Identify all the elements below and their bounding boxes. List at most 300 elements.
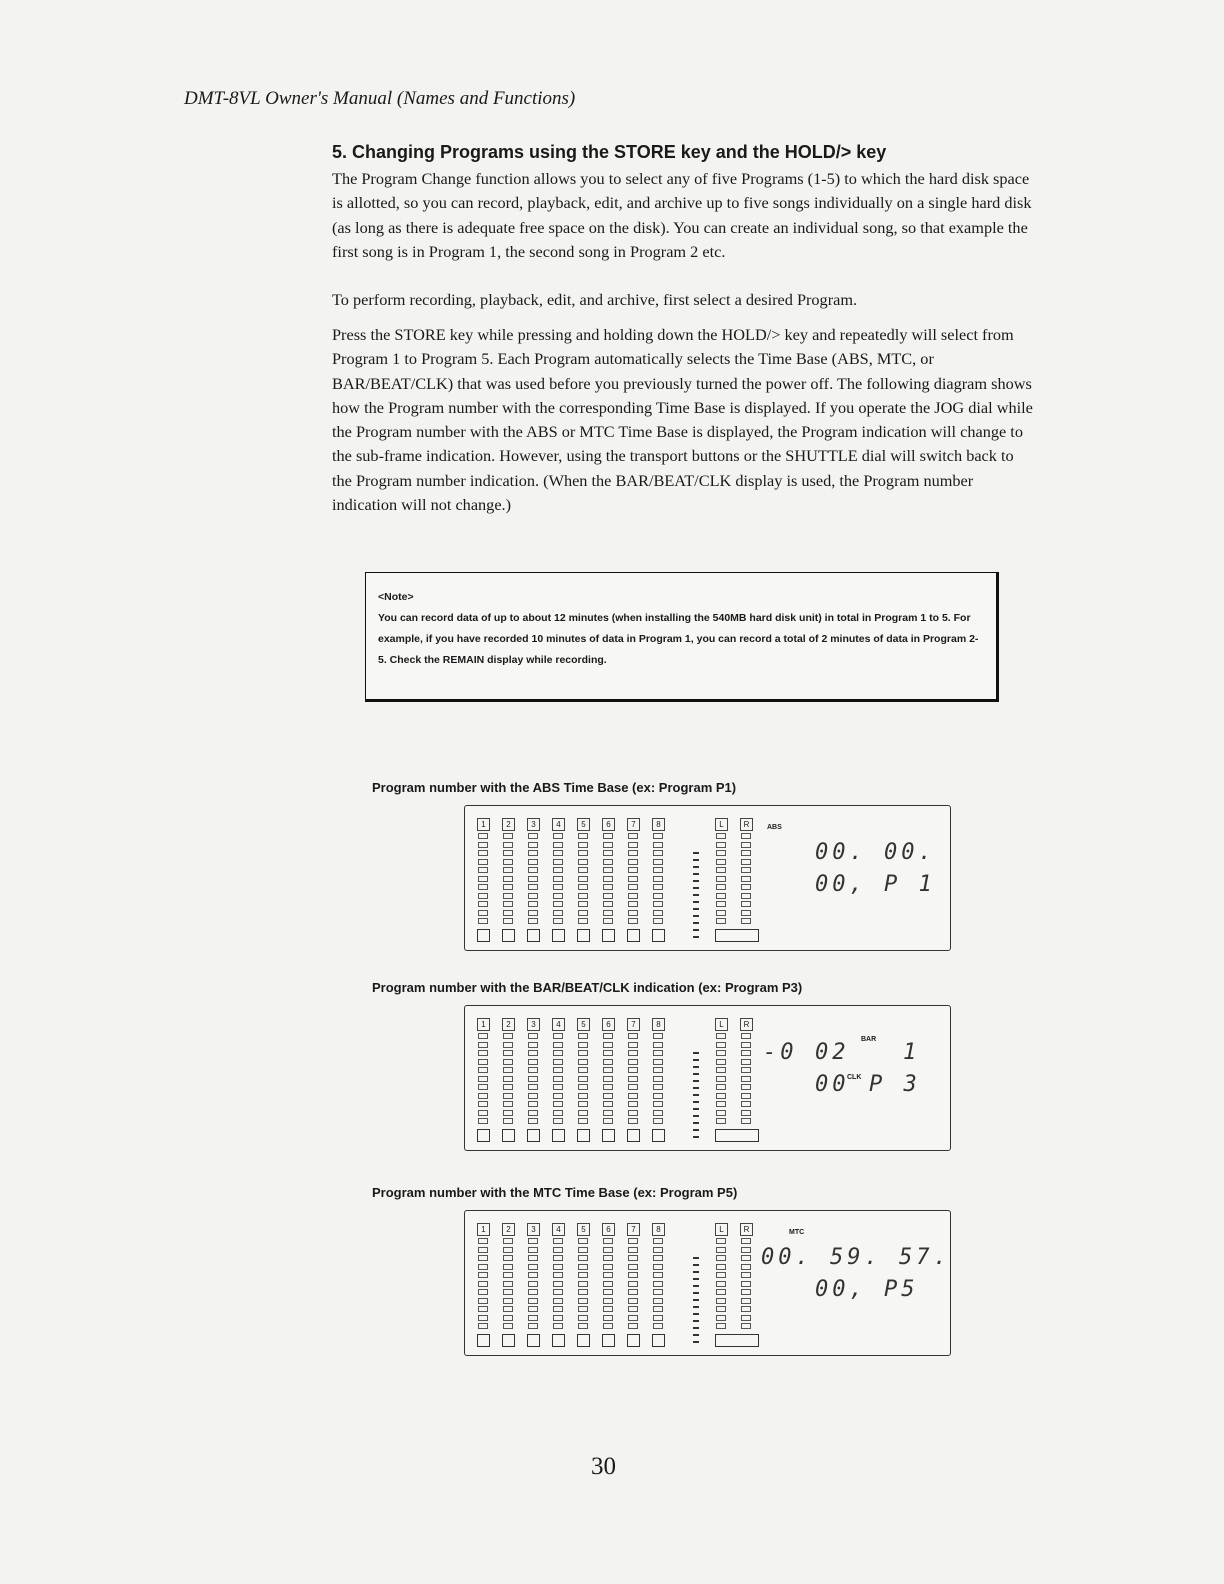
note-title: <Note> (378, 591, 414, 603)
meter-segment (478, 1264, 488, 1270)
meter-channel-l (715, 1223, 730, 1347)
meter-segment (741, 1272, 751, 1278)
meter-segment (653, 918, 663, 924)
level-meters (477, 818, 750, 942)
meter-channel-3 (527, 1018, 542, 1142)
meter-segment (628, 1110, 638, 1116)
channel-number: R (740, 1223, 753, 1236)
meter-segment (503, 1033, 513, 1039)
section-title: 5. Changing Programs using the STORE key and the HOLD/> key (332, 142, 887, 162)
meter-segment (553, 1033, 563, 1039)
meter-segment (553, 1101, 563, 1107)
channel-number: 7 (627, 818, 640, 831)
meter-segment (716, 1255, 726, 1261)
channel-number: 2 (502, 1018, 515, 1031)
meter-segment (553, 842, 563, 848)
meter-segment (478, 867, 488, 873)
meter-segment (653, 1289, 663, 1295)
meter-segment (603, 1272, 613, 1278)
meter-segment (478, 1110, 488, 1116)
meter-segment (741, 1110, 751, 1116)
meter-segment (478, 1093, 488, 1099)
meter-segment (553, 884, 563, 890)
channel-number: 3 (527, 1223, 540, 1236)
mode-label-bar: BAR (861, 1036, 877, 1043)
meter-segment (628, 1255, 638, 1261)
meter-segment (528, 1238, 538, 1244)
meter-segment (503, 1110, 513, 1116)
stereo-indicator (715, 1334, 759, 1347)
meter-segment (603, 918, 613, 924)
meter-segment (716, 1272, 726, 1278)
channel-indicator (502, 1129, 515, 1142)
meter-segment (741, 918, 751, 924)
meter-segment (603, 867, 613, 873)
meter-channel-4 (552, 818, 567, 942)
meter-segment (716, 901, 726, 907)
meter-segment (741, 1101, 751, 1107)
meter-segment (628, 1264, 638, 1270)
meter-segment (478, 910, 488, 916)
channel-indicator (602, 1129, 615, 1142)
meter-segment (553, 1306, 563, 1312)
diagram-caption-abs: Program number with the ABS Time Base (ex: Program P1) (372, 780, 737, 795)
meter-segment (578, 1093, 588, 1099)
meter-segment (603, 1238, 613, 1244)
meter-segment (653, 1093, 663, 1099)
channel-number: 1 (477, 1223, 490, 1236)
channel-indicator (602, 929, 615, 942)
meter-segment (716, 859, 726, 865)
meter-segment (603, 850, 613, 856)
meter-channel-5 (577, 1018, 592, 1142)
meter-segment (553, 1093, 563, 1099)
meter-segment (716, 1118, 726, 1124)
meter-segment (528, 842, 538, 848)
meter-segment (716, 1298, 726, 1304)
meter-channel-1 (477, 818, 492, 942)
meter-segment (653, 1110, 663, 1116)
meter-segment (653, 850, 663, 856)
meter-segment (653, 1255, 663, 1261)
meter-segment (578, 850, 588, 856)
meter-segment (528, 1306, 538, 1312)
channel-number: 4 (552, 818, 565, 831)
meter-segment (653, 893, 663, 899)
meter-segment (716, 1050, 726, 1056)
meter-segment (503, 1298, 513, 1304)
meter-segment (716, 1323, 726, 1329)
meter-segment (503, 850, 513, 856)
paragraph-procedure: Press the STORE key while pressing and holding down the HOLD/> key and repeatedly will select from Program 1 to Program 5. Each Program automatically selects the Time Base (ABS, MTC, or BAR/BEAT/CLK) that was used before you previously turned the power off. The following diagram shows how the Program number with the corresponding Time Base is displayed. If you operate the JOG dial while the Program number with the ABS or MTC Time Base is displayed, the Program indication will change to the sub-frame indication. However, using the transport buttons or the SHUTTLE dial will switch back to the Program number indication. (When the BAR/BEAT/CLK display is used, the Program number indication will not change.) (332, 325, 1033, 515)
meter-channel-4 (552, 1018, 567, 1142)
channel-indicator (577, 1334, 590, 1347)
meter-segment (528, 1323, 538, 1329)
meter-segment (478, 893, 488, 899)
meter-segment (553, 1323, 563, 1329)
channel-number: L (715, 1018, 728, 1031)
meter-segment (628, 1093, 638, 1099)
meter-segment (653, 867, 663, 873)
meter-segment (478, 884, 488, 890)
meter-segment (503, 867, 513, 873)
bar-sign-readout: -0 (763, 1040, 798, 1065)
meter-segment (603, 1084, 613, 1090)
meter-segment (603, 1289, 613, 1295)
meter-segment (503, 1067, 513, 1073)
meter-segment (553, 1084, 563, 1090)
meter-segment (628, 850, 638, 856)
channel-indicator (652, 1129, 665, 1142)
meter-segment (528, 1059, 538, 1065)
meter-segment (603, 1067, 613, 1073)
meter-segment (578, 1238, 588, 1244)
meter-segment (578, 1255, 588, 1261)
meter-segment (478, 876, 488, 882)
channel-number: R (740, 1018, 753, 1031)
meter-segment (716, 1059, 726, 1065)
meter-segment (716, 1067, 726, 1073)
meter-segment (578, 910, 588, 916)
channel-indicator (577, 1129, 590, 1142)
meter-channel-2 (502, 818, 517, 942)
meter-segment (503, 859, 513, 865)
meter-segment (741, 850, 751, 856)
meter-segment (653, 910, 663, 916)
meter-segment (628, 876, 638, 882)
channel-number: L (715, 1223, 728, 1236)
meter-segment (653, 1059, 663, 1065)
meter-segment (478, 1059, 488, 1065)
diagram-caption-bar: Program number with the BAR/BEAT/CLK indication (ex: Program P3) (372, 980, 803, 995)
meter-segment (653, 1050, 663, 1056)
program-readout: P 3 (869, 1072, 921, 1097)
meter-segment (478, 1042, 488, 1048)
meter-segment (578, 1281, 588, 1287)
meter-segment (478, 1323, 488, 1329)
meter-segment (528, 850, 538, 856)
meter-segment (478, 1255, 488, 1261)
note-box (365, 572, 999, 702)
meter-segment (628, 901, 638, 907)
meter-channel-6 (602, 1223, 617, 1347)
meter-segment (741, 1238, 751, 1244)
meter-segment (603, 893, 613, 899)
meter-segment (503, 918, 513, 924)
meter-segment (628, 1084, 638, 1090)
meter-segment (528, 1033, 538, 1039)
meter-segment (653, 1272, 663, 1278)
meter-segment (603, 1101, 613, 1107)
meter-segment (553, 918, 563, 924)
meter-segment (578, 1247, 588, 1253)
meter-segment (553, 893, 563, 899)
meter-segment (716, 1289, 726, 1295)
meter-segment (528, 1264, 538, 1270)
meter-segment (716, 850, 726, 856)
meter-segment (528, 1093, 538, 1099)
channel-number: 1 (477, 1018, 490, 1031)
meter-segment (553, 1067, 563, 1073)
meter-segment (716, 910, 726, 916)
meter-segment (716, 1110, 726, 1116)
channel-number: 2 (502, 1223, 515, 1236)
meter-segment (653, 1281, 663, 1287)
level-meters (477, 1018, 750, 1142)
channel-indicator (652, 1334, 665, 1347)
channel-number: 4 (552, 1018, 565, 1031)
meter-channel-6 (602, 1018, 617, 1142)
stereo-indicator (715, 929, 759, 942)
meter-channel-1 (477, 1018, 492, 1142)
meter-segment (628, 1247, 638, 1253)
channel-number: 5 (577, 818, 590, 831)
meter-segment (716, 893, 726, 899)
meter-segment (716, 867, 726, 873)
meter-segment (716, 1247, 726, 1253)
channel-number: 1 (477, 818, 490, 831)
meter-segment (716, 1281, 726, 1287)
meter-segment (528, 901, 538, 907)
meter-segment (578, 1067, 588, 1073)
channel-indicator (477, 929, 490, 942)
meter-segment (553, 1076, 563, 1082)
meter-segment (578, 1306, 588, 1312)
meter-segment (603, 910, 613, 916)
meter-segment (653, 1042, 663, 1048)
meter-segment (603, 1076, 613, 1082)
channel-indicator (552, 1334, 565, 1347)
meter-segment (716, 1238, 726, 1244)
meter-segment (553, 1042, 563, 1048)
meter-channel-5 (577, 1223, 592, 1347)
meter-segment (528, 1289, 538, 1295)
meter-segment (603, 1059, 613, 1065)
meter-segment (741, 842, 751, 848)
meter-segment (578, 1042, 588, 1048)
meter-segment (578, 1272, 588, 1278)
meter-segment (478, 833, 488, 839)
meter-segment (741, 1247, 751, 1253)
meter-segment (628, 859, 638, 865)
meter-segment (578, 833, 588, 839)
meter-segment (628, 1050, 638, 1056)
channel-indicator (577, 929, 590, 942)
meter-segment (578, 918, 588, 924)
lcd-display-abs (464, 805, 951, 951)
meter-segment (653, 1238, 663, 1244)
meter-segment (553, 859, 563, 865)
meter-segment (553, 1110, 563, 1116)
meter-segment (503, 1323, 513, 1329)
meter-segment (603, 833, 613, 839)
meter-segment (741, 1306, 751, 1312)
meter-segment (478, 918, 488, 924)
clk-label: CLK (847, 1074, 862, 1081)
meter-segment (628, 1076, 638, 1082)
meter-segment (578, 1110, 588, 1116)
meter-segment (478, 1033, 488, 1039)
meter-segment (478, 1306, 488, 1312)
meter-channel-r (740, 1223, 755, 1347)
meter-segment (716, 833, 726, 839)
meter-segment (553, 910, 563, 916)
channel-indicator (477, 1129, 490, 1142)
channel-number: 8 (652, 1223, 665, 1236)
channel-number: 4 (552, 1223, 565, 1236)
meter-segment (528, 876, 538, 882)
meter-segment (528, 1272, 538, 1278)
meter-segment (578, 1315, 588, 1321)
meter-segment (741, 1289, 751, 1295)
meter-segment (528, 1247, 538, 1253)
meter-segment (653, 901, 663, 907)
channel-indicator (627, 1129, 640, 1142)
program-readout: 00, P 1 (815, 872, 936, 897)
meter-segment (741, 1076, 751, 1082)
meter-segment (716, 884, 726, 890)
meter-channel-r (740, 1018, 755, 1142)
meter-segment (628, 893, 638, 899)
channel-number: 6 (602, 1223, 615, 1236)
meter-segment (716, 1076, 726, 1082)
meter-segment (741, 1315, 751, 1321)
channel-number: 5 (577, 1018, 590, 1031)
meter-segment (528, 1042, 538, 1048)
clk-readout: 00 (815, 1072, 850, 1097)
meter-segment (628, 842, 638, 848)
meter-segment (741, 1067, 751, 1073)
meter-segment (628, 833, 638, 839)
meter-segment (528, 1298, 538, 1304)
meter-segment (478, 1076, 488, 1082)
meter-segment (716, 876, 726, 882)
meter-segment (553, 876, 563, 882)
meter-segment (653, 1323, 663, 1329)
meter-segment (553, 1289, 563, 1295)
stereo-indicator (715, 1129, 759, 1142)
meter-segment (628, 1289, 638, 1295)
meter-segment (578, 1118, 588, 1124)
meter-segment (478, 901, 488, 907)
meter-segment (653, 842, 663, 848)
meter-segment (478, 1118, 488, 1124)
meter-segment (741, 867, 751, 873)
lcd-display-bar (464, 1005, 951, 1151)
meter-segment (741, 910, 751, 916)
meter-segment (603, 1255, 613, 1261)
meter-segment (578, 1289, 588, 1295)
meter-segment (578, 1059, 588, 1065)
meter-channel-l (715, 818, 730, 942)
meter-segment (478, 842, 488, 848)
meter-segment (528, 1076, 538, 1082)
meter-segment (603, 1118, 613, 1124)
channel-number: 3 (527, 818, 540, 831)
channel-number: 7 (627, 1223, 640, 1236)
channel-number: 2 (502, 818, 515, 831)
meter-segment (578, 876, 588, 882)
meter-segment (603, 1050, 613, 1056)
channel-indicator (627, 929, 640, 942)
mode-label-mtc: MTC (789, 1229, 805, 1236)
channel-number: 8 (652, 1018, 665, 1031)
meter-segment (578, 867, 588, 873)
program-readout: 00, P5 (815, 1277, 919, 1302)
meter-segment (628, 884, 638, 890)
meter-segment (478, 1298, 488, 1304)
meter-segment (741, 833, 751, 839)
meter-segment (741, 1042, 751, 1048)
meter-segment (741, 893, 751, 899)
meter-segment (653, 1101, 663, 1107)
meter-channel-l (715, 1018, 730, 1142)
level-meters (477, 1223, 750, 1347)
meter-segment (741, 1298, 751, 1304)
meter-segment (716, 918, 726, 924)
channel-indicator (527, 1129, 540, 1142)
meter-segment (528, 918, 538, 924)
meter-segment (553, 833, 563, 839)
meter-channel-2 (502, 1018, 517, 1142)
time-readout: 00. 59. 57. (761, 1245, 951, 1270)
meter-segment (478, 1289, 488, 1295)
meter-segment (653, 833, 663, 839)
meter-channel-1 (477, 1223, 492, 1347)
meter-segment (478, 1101, 488, 1107)
meter-segment (553, 1315, 563, 1321)
meter-segment (503, 1059, 513, 1065)
meter-segment (741, 1281, 751, 1287)
channel-indicator (502, 929, 515, 942)
page-number: 30 (591, 1453, 616, 1480)
meter-segment (478, 1067, 488, 1073)
meter-segment (603, 1298, 613, 1304)
meter-segment (528, 1255, 538, 1261)
channel-indicator (627, 1334, 640, 1347)
meter-segment (653, 1306, 663, 1312)
meter-segment (478, 1281, 488, 1287)
meter-segment (603, 1247, 613, 1253)
meter-segment (628, 1101, 638, 1107)
meter-segment (553, 901, 563, 907)
meter-segment (628, 1298, 638, 1304)
meter-channel-4 (552, 1223, 567, 1347)
meter-segment (528, 859, 538, 865)
meter-segment (503, 1101, 513, 1107)
meter-segment (503, 1272, 513, 1278)
db-scale (693, 852, 699, 942)
meter-segment (553, 1264, 563, 1270)
meter-channel-2 (502, 1223, 517, 1347)
note-text: You can record data of up to about 12 minutes (when installing the 540MB hard disk unit) in total in Program 1 to 5. For example, if you have recorded 10 minutes of data in Program 1, you can record a total of 2 minutes of data in Program 2-5. Check the REMAIN display while recording. (378, 612, 979, 666)
meter-channel-7 (627, 1223, 642, 1347)
channel-number: 5 (577, 1223, 590, 1236)
meter-segment (503, 1050, 513, 1056)
meter-segment (628, 1323, 638, 1329)
meter-segment (653, 1247, 663, 1253)
channel-indicator (552, 1129, 565, 1142)
meter-segment (503, 910, 513, 916)
meter-segment (603, 842, 613, 848)
meter-segment (528, 1315, 538, 1321)
meter-segment (653, 1298, 663, 1304)
meter-segment (653, 1076, 663, 1082)
meter-segment (503, 1093, 513, 1099)
channel-number: 3 (527, 1018, 540, 1031)
meter-channel-8 (652, 1223, 667, 1347)
meter-segment (503, 901, 513, 907)
